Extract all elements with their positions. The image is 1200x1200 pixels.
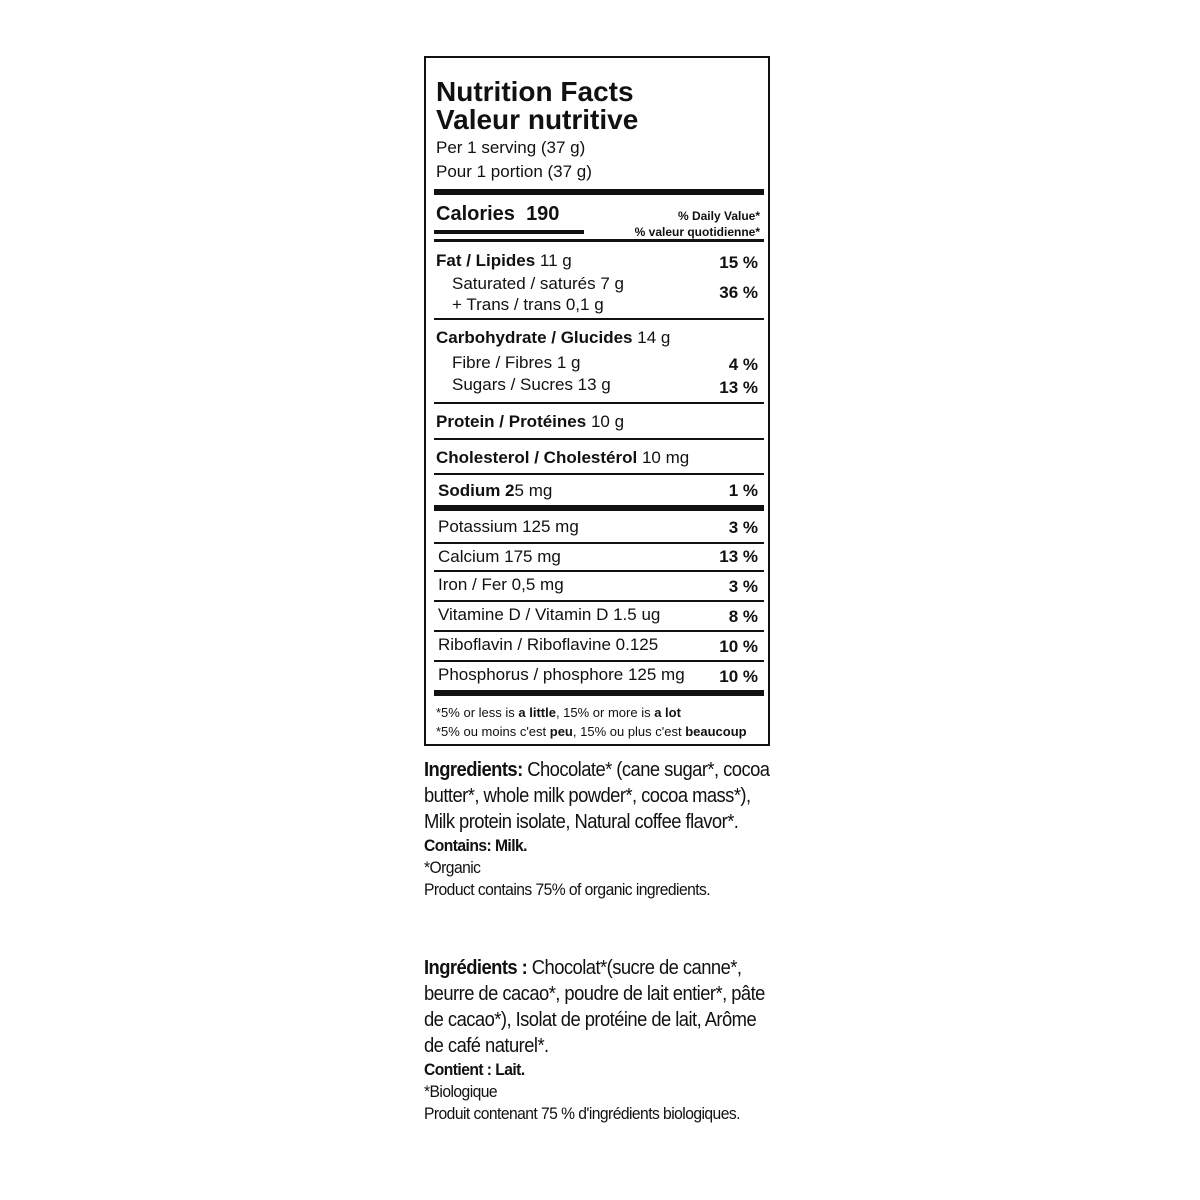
calories-label: Calories [436, 203, 515, 225]
vitamin-d-line: Vitamine D / Vitamin D 1.5 ug [438, 605, 661, 624]
footnote-text: *5% or less is [436, 705, 519, 720]
calories-value: 190 [526, 203, 560, 225]
fat-pct: 15 % [719, 253, 758, 272]
title-fr: Valeur nutritive [436, 104, 639, 135]
rule [434, 660, 764, 662]
footnote-bold: beaucoup [685, 724, 747, 739]
ingredients-list: Chocolat*(sucre de canne*, beurre de cacao*, poudre de lait entier*, pâte de cacao*), Isolat de protéine de lait, Arôme de café naturel*. [424, 957, 765, 1057]
footnote-fr [436, 722, 747, 741]
footnote-bold: a little [518, 705, 556, 720]
calories-underline [434, 230, 584, 234]
nutrition-facts-table [424, 56, 770, 746]
daily-value-header [635, 208, 760, 240]
riboflavin-line: Riboflavin / Riboflavine 0.125 [438, 635, 659, 654]
saturated-line: Saturated / saturés 7 g [452, 274, 624, 293]
iron-line: Iron / Fer 0,5 mg [438, 575, 564, 594]
vitamin-d-pct: 8 % [728, 607, 758, 626]
footnote-en [436, 703, 681, 722]
sodium-pct: 1 % [728, 481, 758, 500]
rule [434, 600, 764, 602]
ingredients-fr [424, 955, 774, 1125]
potassium-line: Potassium 125 mg [438, 517, 579, 536]
ingredients-label: Ingrédients : [424, 957, 528, 979]
medium-rule [434, 239, 764, 242]
fat-row [436, 251, 572, 271]
footnote-bold: a lot [654, 705, 681, 720]
protein-amount: 10 g [590, 412, 625, 431]
rule [434, 570, 764, 572]
contains-text: Contains: Milk. [424, 836, 527, 855]
footnote-bold: peu [549, 724, 573, 739]
carb-amount: 14 g [637, 328, 671, 347]
thick-rule [434, 189, 764, 195]
fat-label: Fat / Lipides [436, 251, 536, 270]
thick-rule [434, 505, 764, 511]
serving-en: Per 1 serving (37 g) [436, 138, 586, 157]
sodium-amount: 5 mg [514, 481, 553, 500]
ingredients-list: Chocolate* (cane sugar*, cocoa butter*, whole milk powder*, cocoa mass*), Milk protein isolate, Natural coffee flavor*. [424, 759, 770, 833]
allergen-statement [424, 835, 774, 857]
thick-rule [434, 690, 764, 696]
protein-row [436, 412, 624, 432]
calcium-line: Calcium 175 mg [438, 547, 561, 566]
sugars-line: Sugars / Sucres 13 g [452, 375, 611, 394]
title-en: Nutrition Facts [436, 76, 634, 107]
cholesterol-amount: 10 mg [641, 448, 690, 467]
footnote-text: , 15% ou plus c'est [572, 724, 686, 739]
potassium-pct: 3 % [728, 518, 758, 537]
carb-label: Carbohydrate / Glucides [436, 328, 633, 347]
trans-line: + Trans / trans 0,1 g [452, 295, 604, 314]
carb-row [436, 328, 670, 348]
protein-label: Protein / Protéines [436, 412, 587, 431]
contains-text: Contient : Lait. [424, 1060, 525, 1079]
phosphorus-pct: 10 % [719, 667, 758, 686]
rule [434, 318, 764, 320]
saturated-pct: 36 % [719, 283, 758, 302]
dv-en: % Daily Value* [677, 209, 760, 223]
ingredients-label: Ingredients: [424, 759, 523, 781]
rule [434, 438, 764, 440]
dv-fr: % valeur quotidienne* [634, 225, 760, 239]
allergen-statement [424, 1059, 774, 1081]
sugars-pct: 13 % [719, 378, 758, 397]
rule [434, 542, 764, 544]
fibre-line: Fibre / Fibres 1 g [452, 353, 581, 372]
rule [434, 402, 764, 404]
organic-note: *Organic [424, 858, 481, 877]
organic-percent-note: Produit contenant 75 % d'ingrédients biologiques. [424, 1104, 740, 1123]
iron-pct: 3 % [728, 577, 758, 596]
sodium-row [438, 481, 552, 501]
ingredients-en-text [424, 757, 774, 835]
serving-fr: Pour 1 portion (37 g) [436, 162, 592, 181]
rule [434, 630, 764, 632]
cholesterol-row [436, 448, 689, 468]
footnote-text: *5% ou moins c'est [436, 724, 550, 739]
organic-percent-note: Product contains 75% of organic ingredients. [424, 880, 711, 899]
ingredients-en [424, 757, 774, 901]
organic-note: *Biologique [424, 1082, 498, 1101]
riboflavin-pct: 10 % [719, 637, 758, 656]
fibre-pct: 4 % [728, 355, 758, 374]
sodium-label: Sodium 2 [438, 481, 515, 500]
phosphorus-line: Phosphorus / phosphore 125 mg [438, 665, 685, 684]
calories-row [436, 203, 559, 226]
calcium-pct: 13 % [719, 547, 758, 566]
cholesterol-label: Cholesterol / Cholestérol [436, 448, 638, 467]
ingredients-fr-text [424, 955, 774, 1059]
footnote-text: , 15% or more is [555, 705, 655, 720]
fat-amount: 11 g [539, 251, 572, 270]
rule [434, 473, 764, 475]
